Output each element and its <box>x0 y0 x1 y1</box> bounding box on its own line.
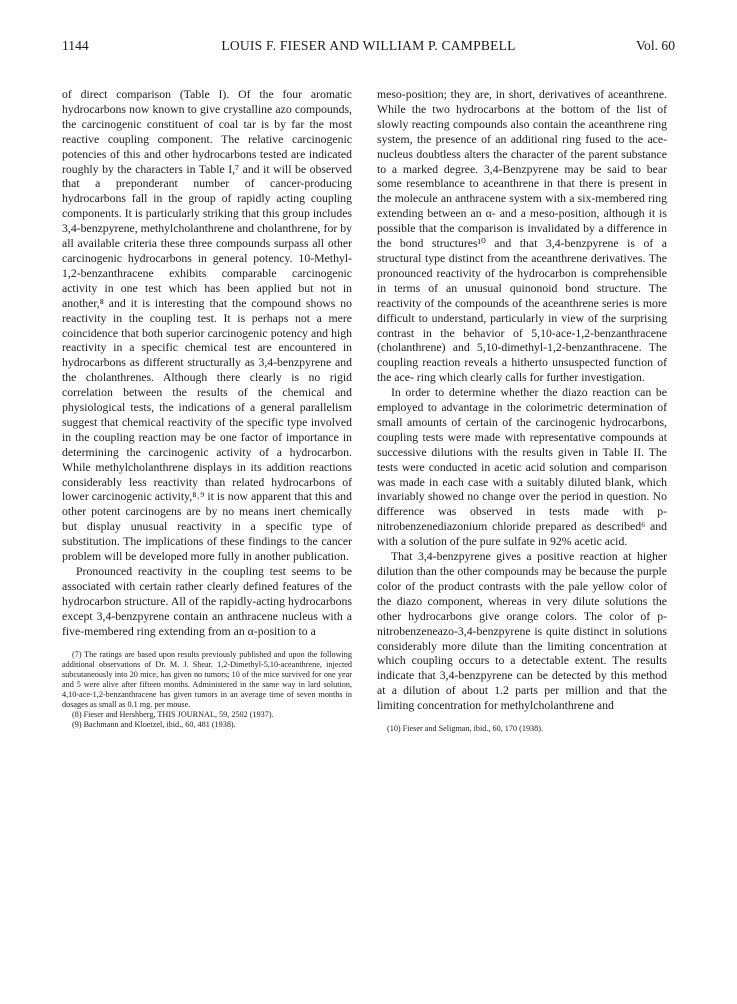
body-paragraph: Pronounced reactivity in the coupling test seems to be associated with certain rather clearly defined features of the hydrocarbon structure. All of the rapidly-acting hydrocarbons except 3,4-benzpyrene contain an anthracene nucleus with a five-membered ring extending from an α-position to a <box>62 565 352 638</box>
body-paragraph: In order to determine whether the diazo reaction can be employed to advantage in the colorimetric determination of small amounts of certain of the carcinogenic hydrocarbons, coupling tests were made with representative compounds at successive dilutions with the results given in Table II. The tests were conducted in acetic acid solution and comparison was made in each case with a suitably diluted blank, which invariably showed no change over the period in question. No difference was observed in tests made with p-nitrobenzenediazonium chloride prepared as described⁶ and with a solution of the pure sulfate in 92% acetic acid. <box>377 386 667 549</box>
page-number: 1144 <box>62 38 89 53</box>
right-column <box>377 88 667 734</box>
body-paragraph: of direct comparison (Table I). Of the four aromatic hydrocarbons now known to give crystalline azo compounds, the carcinogenic constituent of coal tar is by far the most reactive coupling component. The relative carcinogenic potencies of this and other hydrocarbons tested are indicated roughly by the characters in Table I,⁷ and it will be observed that a preponderant number of cancer-producing hydrocarbons fall in the group of rapidly acting coupling components. It is particularly striking that this group includes 3,4-benzpyrene, methylcholanthrene and cholanthrene, for by all available criteria these three compounds surpass all other carcinogenic hydrocarbons in general potency. 10-Methyl-1,2-benzanthracene exhibits comparable carcinogenic activity in one test which has been applied but not in another,⁸ and it is interesting that the compound shows no reactivity in the coupling test. It is perhaps not a mere coincidence that both superior carcinogenic potency and high reactivity in a specific chemical test are encountered in hydrocarbons as different structurally as 3,4-benzpyrene and the cholanthrenes. Although there clearly is no rigid correlation between the results of the chemical and physiological tests, the indications of a general parallelism suggest that chemical reactivity of the specific type involved in the coupling reaction may be one factor of importance in determining the carcinogenic activity of a hydrocarbon. While methylcholanthrene displays in its addition reactions considerably less reactivity than related hydrocarbons of lower carcinogenic activity,⁸˒⁹ it is now apparent that this and other potent carcinogens are by no means inert chemically but display unusual reactivity in a specific type of substitution. The implications of these findings to the cancer problem will be developed more fully in another publication. <box>62 88 352 564</box>
body-paragraph: meso-position; they are, in short, derivatives of aceanthrene. While the two hydrocarbons at the bottom of the list of slowly reacting compounds also contain the aceanthrene ring system, the presence of an additional ring fused to the ace-nucleus doubtless alters the character of the parent substance to a marked degree. 3,4-Benzpyrene may be said to bear some resemblance to aceanthrene in that there is present in the molecule an anthracene system with a six-membered ring extending between an α- and a meso-position, although it is possible that the comparison is invalidated by a difference in the bond structures¹⁰ and that 3,4-benzpyrene is of a structural type distinct from the aceanthrene derivatives. The pronounced reactivity of the hydrocarbon is comprehensible in terms of an unusual quinonoid bond structure. The reactivity of the compounds of the aceanthrene series is more difficult to understand, particularly in view of the surprising contrast in the behavior of 5,10-ace-1,2-benzanthracene (cholanthrene) and 5,10-dimethyl-1,2-benzanthracene. The coupling reaction reveals a hitherto unsuspected function of the ace- ring which clearly calls for further investigation. <box>377 88 667 385</box>
body-paragraph: That 3,4-benzpyrene gives a positive reaction at higher dilution than the other compounds may be because the purple color of the product contrasts with the pale yellow color of the diazo component, whereas in very dilute solutions the other hydrocarbons give orange colors. The color of p-nitrobenzeneazo-3,4-benzpyrene is quite distinct in solutions considerably more dilute than the limiting concentration at which coupling occurs to a detectable extent. The results indicate that 3,4-benzpyrene can be detected by this method at a dilution of about 1.2 parts per million and that the limiting concentration for methylcholanthrene and <box>377 550 667 713</box>
footnote-9: (9) Bachmann and Kloetzel, ibid., 60, 481 (1938). <box>72 720 236 730</box>
volume-label: Vol. 60 <box>635 38 675 53</box>
footnote-8: (8) Fieser and Hershberg, THIS JOURNAL, 59, 2502 (1937). <box>72 710 274 720</box>
footnotes <box>62 650 352 731</box>
footnote-10: (10) Fieser and Seligman, ibid., 60, 170 (1938). <box>387 724 543 734</box>
footnotes <box>377 724 667 734</box>
footnote-7: (7) The ratings are based upon results previously published and upon the following additional observations of Dr. M. J. Shear. 1,2-Dimethyl-5,10-aceanthrene, injected subcutaneously into 20 mice, has given no tumors; 10 of the mice survived for one year and 5 were alive after fifteen months. Administered in the same way in lard solution, 4,10-ace-1,2-benzanthracene has given tumors in an average time of seven months in dosages as small as 0.1 mg. per mouse. <box>62 649 352 709</box>
running-header <box>62 38 675 58</box>
running-title: LOUIS F. FIESER AND WILLIAM P. CAMPBELL <box>221 38 516 53</box>
left-column <box>62 88 352 730</box>
